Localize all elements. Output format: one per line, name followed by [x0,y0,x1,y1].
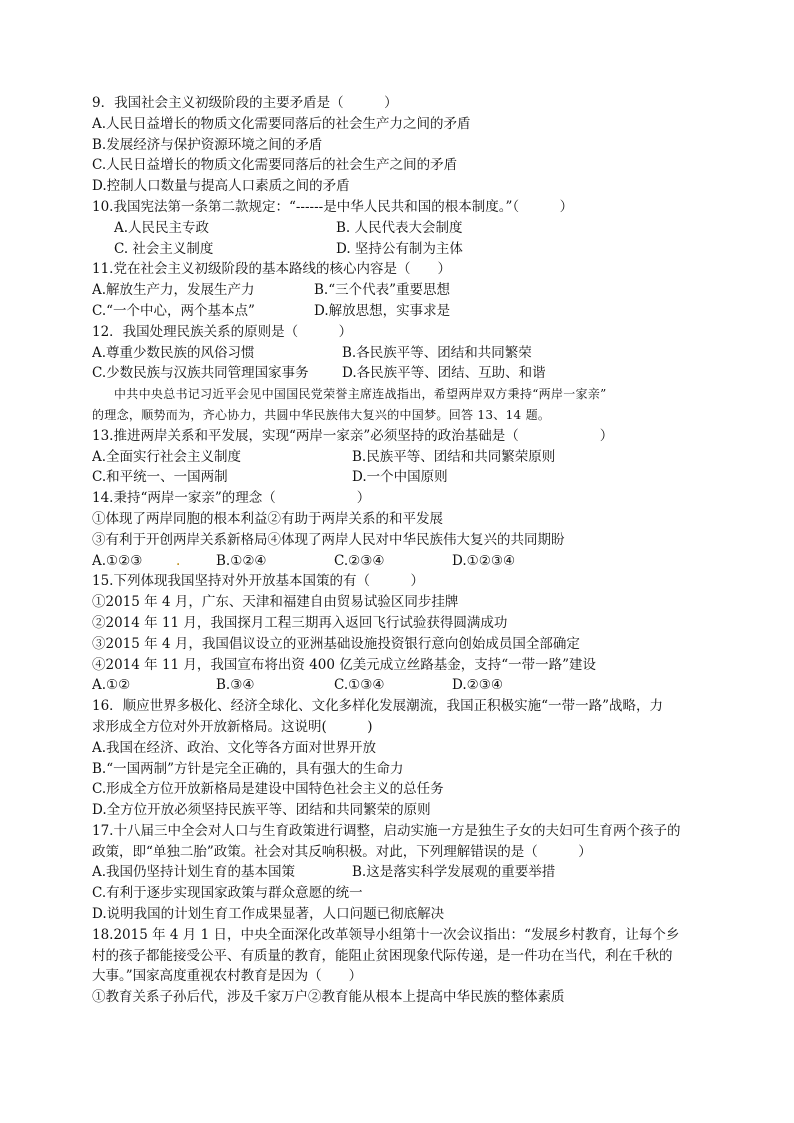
q11-options-row1 [92,280,704,301]
q15-option-b: B.③④ [216,677,255,694]
q16-option-a: A.我国在经济、政治、文化等各方面对世界开放 [92,739,377,756]
q10-option-a: A.人民民主专政 [114,219,210,236]
q9-option-c: C.人民日益增长的物质文化需要同落后的社会生产之间的矛盾 [92,157,458,174]
q9-option-d: D.控制人口数量与提高人口素质之间的矛盾 [92,178,350,195]
q15-statement-3: ③2015 年 4 月，我国倡议设立的亚洲基础设施投资银行意向创始成员国全部确定 [92,635,580,652]
exam-content [92,93,704,1008]
q13-option-c: C.和平统一、一国两制 [92,469,228,486]
q12-option-c: C.少数民族与汉族共同管理国家事务 [92,365,309,382]
q13-options-row1 [92,447,704,468]
material-line-1: 中共中央总书记习近平会见中国国民党荣誉主席连战指出，希望两岸双方秉持“两岸一家亲” [114,387,607,402]
q17-stem-line-2: 政策，即“单独二胎”政策。社会对其反响积极。对此，下列理解错误的是（ ） [92,843,592,860]
q10-option-c: C. 社会主义制度 [114,240,214,257]
q16-option-b: B.“一国两制”方针是完全正确的，具有强大的生命力 [92,760,404,777]
q17-stem-line-1: 17.十八届三中全会对人口与生育政策进行调整，启动实施一方是独生子女的夫妇可生育两个孩子的 [92,822,681,839]
q18-stem-line-2: 村的孩子都能接受公平、有质量的教育，能阻止贫困现象代际传递，是一件功在当代，利在千秋的 [92,947,673,964]
q15-options-row [92,675,704,696]
q11-option-c: C.“一个中心，两个基本点” [92,302,255,319]
material-line-2: 的理念，顺势而为，齐心协力，共圆中华民族伟大复兴的中国梦。回答 13、14 题。 [92,407,551,422]
q16-stem-line-1: 16．顺应世界多极化、经济全球化、文化多样化发展潮流，我国正积极实施“一带一路”战略，力 [92,698,663,715]
q18-stem-line-3: 大事。”国家高度重视农村教育是因为（ ） [92,968,363,985]
q12-stem: 12．我国处理民族关系的原则是（ ） [92,323,353,340]
q12-options-row1 [92,343,704,364]
q9-option-a: A.人民日益增长的物质文化需要同落后的社会生产力之间的矛盾 [92,115,471,132]
q16-option-d: D.全方位开放必须坚持民族平等、团结和共同繁荣的原则 [92,802,431,819]
q18-statement-1: ①教育关系子孙后代，涉及千家万户②教育能从根本上提高中华民族的整体素质 [92,989,565,1006]
q13-stem: 13.推进两岸关系和平发展，实现“两岸一家亲”必须坚持的政治基础是（ ） [92,427,614,444]
q14-options-row [92,551,704,572]
q12-option-d: D.各民族平等、团结、互助、和谐 [342,365,546,382]
q14-statement-2: ③有利于开创两岸关系新格局④体现了两岸人民对中华民族伟大复兴的共同期盼 [92,531,565,548]
q14-statement-1: ①体现了两岸同胞的根本利益②有助于两岸关系的和平发展 [92,510,443,527]
q14-option-a: A.①②③ [92,552,143,569]
q13-options-row2 [92,467,704,488]
q17-option-b: B.这是落实科学发展观的重要举措 [352,864,556,881]
q14-option-d: D.①②③④ [452,552,516,569]
q12-option-a: A.尊重少数民族的风俗习惯 [92,344,255,361]
q17-option-a: A.我国仍坚持计划生育的基本国策 [92,864,296,881]
q10-options-row1 [92,218,704,239]
q17-option-d: D.说明我国的计划生育工作成果显著，人口问题已彻底解决 [92,906,445,923]
q15-statement-1: ①2015 年 4 月，广东、天津和福建自由贸易试验区同步挂牌 [92,594,459,611]
q10-stem: 10.我国宪法第一条第二款规定：“------是中华人民共和国的根本制度。”（ ） [92,198,574,215]
q10-option-d: D. 坚持公有制为主体 [336,240,463,257]
q17-options-row1 [92,862,704,883]
q16-option-c: C.形成全方位开放新格局是建设中国特色社会主义的总任务 [92,781,444,798]
q9-option-b: B.发展经济与保护资源环境之间的矛盾 [92,136,323,153]
q15-stem: 15.下列体现我国坚持对外开放基本国策的有（ ） [92,573,424,590]
q14-stem: 14.秉持“两岸一家亲”的理念（ ） [92,490,371,507]
q18-stem-line-1: 18.2015 年 4 月 1 日，中央全面深化改革领导小组第十一次会议指出：“发展乡村教育，让每个乡 [92,926,680,943]
q9-stem: 9．我国社会主义初级阶段的主要矛盾是（ ） [92,95,398,111]
q14-option-c: C.②③④ [334,552,385,569]
q10-options-row2 [92,239,704,260]
q13-option-a: A.全面实行社会主义制度 [92,448,242,465]
q13-option-d: D.一个中国原则 [352,469,448,486]
q11-option-b: B.“三个代表”重要思想 [314,282,451,299]
q15-statement-2: ②2014 年 11 月，我国探月工程三期再入返回飞行试验获得圆满成功 [92,614,508,631]
q15-statement-4: ④2014 年 11 月，我国宣布将出资 400 亿美元成立丝路基金，支持“一带一路”建设 [92,656,597,673]
q14-option-b: B.①②④ [216,552,267,569]
q12-option-b: B.各民族平等、团结和共同繁荣 [342,344,532,361]
q15-option-a: A.①② [92,677,131,694]
q16-stem-line-2: 求形成全方位对外开放新格局。这说明( ) [92,718,373,735]
q12-options-row2 [92,363,704,384]
q15-option-c: C.①③④ [334,677,385,694]
q14-dot-mark: . [176,552,181,569]
q17-option-c: C.有利于逐步实现国家政策与群众意愿的统一 [92,885,363,902]
q15-option-d: D.②③④ [452,677,503,694]
q11-option-a: A.解放生产力，发展生产力 [92,282,255,299]
q11-option-d: D.解放思想，实事求是 [314,302,451,319]
q10-option-b: B. 人民代表大会制度 [336,219,463,236]
q13-option-b: B.民族平等、团结和共同繁荣原则 [352,448,556,465]
q11-options-row2 [92,301,704,322]
q11-stem: 11.党在社会主义初级阶段的基本路线的核心内容是（ ） [92,261,451,278]
